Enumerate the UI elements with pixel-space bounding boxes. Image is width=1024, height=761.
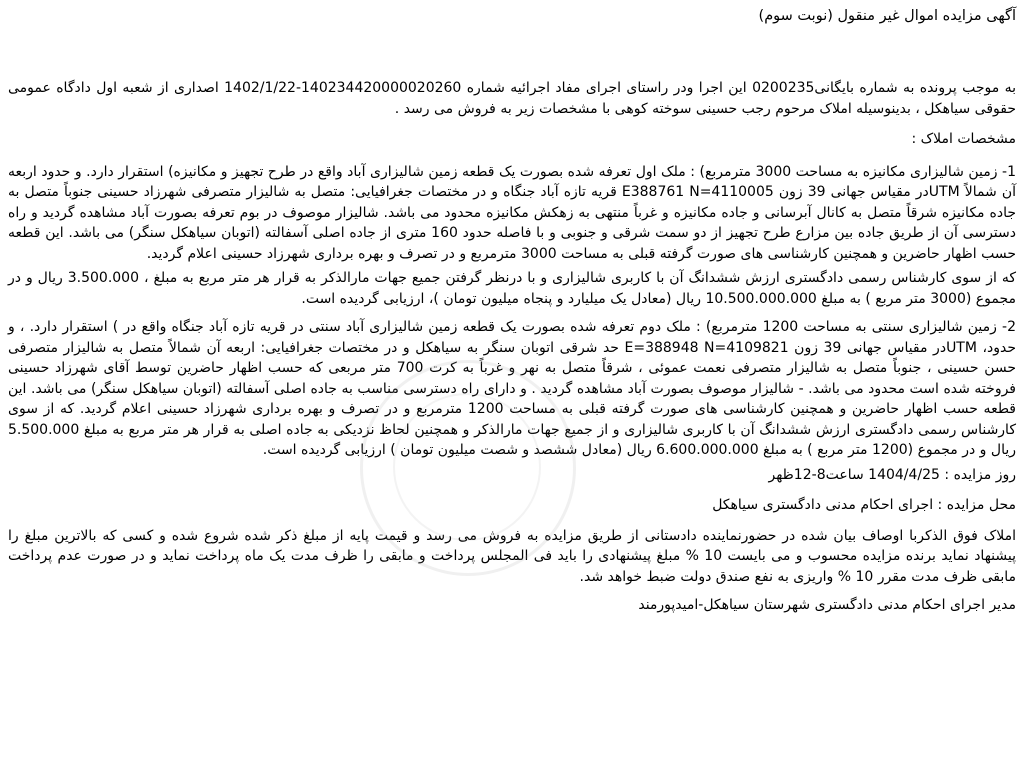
- properties-heading: مشخصات املاک :: [911, 131, 1016, 147]
- property-1-description: 1- زمین شالیزاری مکانیزه به مساحت 3000 مترمربع) : ملک اول تعرفه شده بصورت یک قطعه زمین شالیزاری آباد واقع در طرح تجهیز و مکانیزه) استقرار دارد. و حدود اربعه آن شمالاً UTMدر مقیاس جهانی 39 زون 4110005=E388761 N قریه تازه آباد جنگاه و در مختصات جغرافیایی: متصل به شالیزار متصرفی شهرزاد حسینی جنوباً متصل به جاده مکانیزه شرقاً متصل به کانال آبرسانی و جاده مکانیزه و غرباً منتهی به زهکش مکانیزه محدود می باشد. شالیزار موصوف در بوم تعرفه بصورت آباد مشاهده گردید و راه دسترسی آن از طریق جاده بین مزارع طرح تجهیز از دو سمت شرقی و جنوبی و با فاصله حدود 160 متری از جاده اصلی آسفالته (اتوبان سیاهکل سنگر) می باشد. این قطعه حسب اظهار حاضرین و همچنین کارشناسی های صورت گرفته قبلی به مساحت 3000 مترمربع و در تصرف و بهره برداری شهرزاد حسینی اعلام گردید.: [8, 163, 1016, 262]
- property-2-description: 2- زمین شالیزاری سنتی به مساحت 1200 مترمربع) : ملک دوم تعرفه شده بصورت یک قطعه زمین شالیزاری آباد سنتی در قریه تازه آباد جنگاه واقع در ) استقرار دارد. ، و حدود، UTMدر مقیاس جهانی 39 زون 4109821=E=388948 N حد شرقی اتوبان سنگر به سیاهکل و در مختصات جغرافیایی: اربعه آن شمالاً متصل به شالیزار متصرفی حسن حسینی ، جنوباً متصل به شالیزار متصرفی نعمت عموئی ، شرقاً متصل به نهر و غرباً به کرت 700 متر مربعی که حسب اظهار حاضرین توسط آقای شهرزاد حسینی فروخته شده است محدود می باشد. - شالیزار موصوف بصورت آباد مشاهده گردید . و دارای راه دسترسی مناسب به جاده اصلی آسفالته (اتوبان سیاهکل سنگر) می باشد. این قطعه حسب اظهار حاضرین و همچنین کارشناسی های صورت گرفته قبلی به مساحت 1200 مترمربع و در تصرف و بهره برداری شهرزاد حسینی اعلام گردید. که از سوی کارشناس رسمی دادگستری ارزش ششدانگ آن با کاربری شالیزاری و از جمیع جهات مارالذکر و همچنین لحاظ نزدیکی به جاده اصلی به قرار هر متر مربع به مبلغ 5.500.000 ریال و در مجموع (1200 متر مربع ) به مبلغ 6.600.000.000 ریال (معادل ششصد و شصت میلیون تومان ) ارزیابی گردیده است.: [8, 319, 1017, 458]
- notice-title: آگهی مزایده اموال غیر منقول (نوبت سوم): [758, 8, 1016, 24]
- auction-day: روز مزایده : 1404/4/25 ساعت8-12ظهر: [768, 466, 1016, 483]
- intro-paragraph: به موجب پرونده به شماره بایگانی0200235 این اجرا ودر راستای اجرای مفاد اجرائیه شماره 140234420000020260-1402/1/22 اصداری از شعبه اول دادگاه عمومی حقوقی سیاهکل ، بدینوسیله املاک مرحوم رجب حسینی سوخته کوهی با مشخصات زیر به فروش می رسد .: [8, 80, 1016, 117]
- signature-line: مدیر اجرای احکام مدنی دادگستری شهرستان سیاهکل-امیدپورمند: [638, 597, 1016, 613]
- closing-paragraph: املاک فوق الذکربا اوصاف بیان شده در حضورنماینده دادستانی از طریق مزایده به فروش می رسد و قیمت پایه از مبلغ ذکر شده شروع شده و کسی که بالاترین مبلغ را پیشنهاد نماید برنده مزایده محسوب و می بایست 10 % مبلغ پیشنهادی را باید فی المجلس پرداخت و مابقی را ظرف مدت یک ماه پرداخت نماید و در صورت عدم پرداخت مابقی ظرف مدت مقرر 10 % واریزی به نفع صندق دولت ضبط خواهد شد.: [8, 527, 1016, 585]
- auction-place: محل مزایده : اجرای احکام مدنی دادگستری سیاهکل: [712, 497, 1016, 513]
- spacer: [8, 26, 1016, 78]
- property-1-valuation: که از سوی کارشناس رسمی دادگستری ارزش ششدانگ آن با کاربری شالیزاری و با درنظر گرفتن جمیع جهات مارالذکر به قرار هر متر مربع به مبلغ ، 3.500.000 ریال و در مجموع (3000 متر مربع ) به مبلغ 10.500.000.000 ریال (معادل یک میلیارد و پنجاه میلیون تومان )، ارزیابی گردیده است.: [8, 270, 1017, 307]
